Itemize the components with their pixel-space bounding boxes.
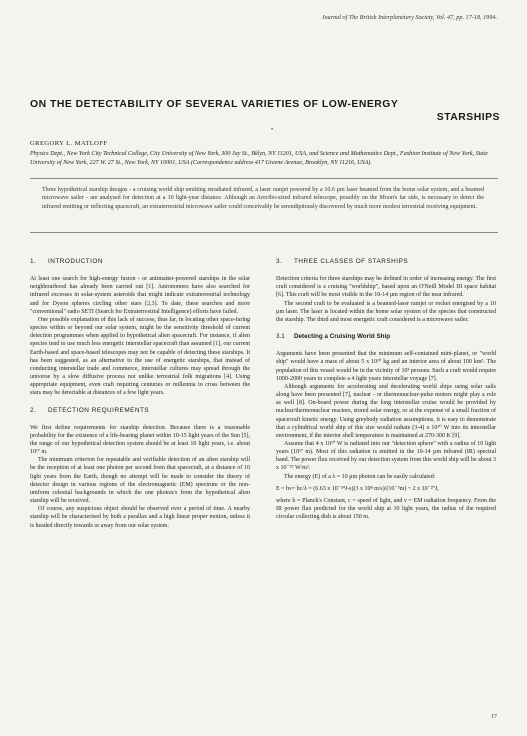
section-title: THREE CLASSES OF STARSHIPS — [294, 258, 409, 265]
paper-title-line-2: STARSHIPS — [436, 112, 500, 123]
intro-paragraph-1: At least one search for high-energy fusion - or antimatter-powered starships in the solar neighbourhood has already been carried out [1]. Astronomers have also searched for infrared excesses in solar-system asteroids that might indicate extraterrestrial technology and for Dyson spheres circling other stars [2,3]. To date, these searches and more "conventional" radio SETI (Search for Extraterrestrial Intelligence) efforts have failed. — [30, 276, 250, 315]
worldship-paragraph-3: Assume that 4 x 10¹⁰ W is radiated into our "detection sphere" with a radius of 10 light years (10¹⁷ m). Most of this radiation is emitted in the 10-14 µm infrared (IR) spectral band. The power flux received by our detection system from this world ship will be about 3 x 10⁻²⁵ W/m². — [276, 440, 496, 472]
section-number: 1. — [30, 258, 37, 265]
subsection-number: 3.1 — [276, 333, 285, 341]
worldship-paragraph-4: The energy (E) of a λ = 10 µm photon can be easily calculated: — [284, 473, 436, 480]
classes-paragraph-2: The second craft to be evaluated is a beamed-laser ramjet or rocket energised by a 10 µm laser. The laser is located within the home solar system of the species that constructed the starship. The third and most energetic craft considered is a microwave sailer. — [276, 300, 496, 323]
paper-title-line-1: ON THE DETECTABILITY OF SEVERAL VARIETIES OF LOW-ENERGY — [30, 99, 399, 110]
section-number: 3. — [276, 258, 283, 265]
worldship-paragraph-1: Arguments have been presented that the minimum self-contained mini-planet, or "world ship" would have a mass of about 5 x 10¹⁰ kg and an interior area of about 100 km². The population of this vessel would be in the vicinity of 10³ persons. Such a craft would require 1000-2000 years to complete a 4 light years interstellar voyage [7]. — [276, 351, 496, 382]
section-number: 2. — [30, 406, 37, 414]
worldship-paragraph-5: where h = Planck's Constant, c = speed of light, and ν = EM radiation frequency. From the IR power flux predicted for the world ship at 10 light years, the radius of the required circular collecting dish is about 150 m. — [276, 497, 496, 521]
worldship-paragraph-2: Although arguments for accelerating and decelerating world ships using solar sails along have been presented [7], nuclear - or thermonuclear-pulse motors might play a role as well [8]. On-board power during the long interstellar cruise would be provided by nuclear/thermonuclear reactors, stored solar energy, or at the expense of a small fraction of spacecraft kinetic energy. Using greybody radiation assumptions, it is easy to demonstrate that a cylindrical world ship of this size would radiate (3-4) x 10¹⁰ W into its interstellar environment, if the interior shell temperature is maintained at 270-300 K [9]. — [276, 383, 496, 439]
author-name: GREGORY L. MATLOFF — [30, 140, 108, 147]
detection-paragraph-3: Of course, any suspicious object should be observed over a period of time. A nearby starship will be characterised by both a parallax and a high linear proper motion, unless it is headed directly towards or away from our solar system. — [30, 506, 250, 529]
section-heading-starship-classes — [276, 258, 496, 266]
section-title: DETECTION REQUIREMENTS — [48, 406, 150, 414]
decorative-dot: • — [271, 127, 274, 133]
section-title: INTRODUCTION — [48, 258, 103, 265]
section-heading-introduction — [30, 258, 250, 266]
classes-paragraph-1: Detection criteria for three starships may be defined in order of increasing energy. The first craft considered is a cruising "worldship", based upon an O'Neill Model III space habitat [6]. This craft will be most visible in the 10-14 µm region of the near infrared. — [276, 276, 496, 299]
abstract-top-rule — [30, 178, 498, 179]
subsection-title: Detecting a Cruising World Ship — [294, 333, 391, 341]
abstract-bottom-rule — [30, 232, 498, 233]
left-column — [30, 258, 250, 530]
subsection-heading-world-ship — [276, 333, 496, 341]
page-number: 17 — [491, 714, 497, 720]
abstract: Three hypothetical starship designs - a cruising world ship emitting reradiated infrared, a laser ramjet powered by a 10.6 µm laser beamed from the home solar system, and a beamed microwave sailer - are analysed for detection at a 10 light-year distance. Although an Arecibo-sized infrared telescope, possibly on the Moon's far side, is necessary to detect the infrared emitting or reflecting spacecraft, an extraterrestrial microwave sailer could conceivably be serendipitously discovered by much more modest terrestrial receiving equipment. — [42, 187, 484, 210]
intro-paragraph-2: One possible explanation of this lack of success, thus far, in locating other space-faring species within or beyond our solar system, might be the sensitivity threshold of current detection programmes when applied to hypothetical alien spacecraft. For instance, if alien species tend to use much less energetic interstellar spacecraft than assumed [1], our current Earth-based and space-based telescopes may not be capable of detecting these starships. It has been suggested, as an alternative to the use of energetic starships, that instead of conducting interstellar trade and commerce, interstellar cultures may spread through the universe by a slow diffusive process not unlike terrestrial folk migrations [4]. Using appropriate equipment, even craft requiring centuries or millennia to cross between the stars may be detectable at distances of a few light years. — [30, 316, 250, 397]
detection-paragraph-1: We first define requirements for starship detection. Because there is a reasonable probability for the existence of a life-bearing planet within 10-15 light years of the Sun [5], the range of our hypothetical detection system should be at least 10 light years, i.e. about 10¹⁷ m. — [30, 424, 250, 456]
journal-citation: Journal of The British Interplanetary Society, Vol. 47, pp. 17-18, 1994. — [321, 14, 497, 21]
detection-paragraph-2: The minimum criterion for repeatable and verifiable detection of an alien starship will be the reception of at least one photon per second from that spacecraft, at a distance of 10 light years from the Earth, though no attempt will be made to consider the theory of detector design in various regions of the electromagnetic (EM) spectrum or the non-uniform celestial backgrounds in which the one photon/s from the hypothetical alien starship will be received. — [30, 457, 250, 505]
section-heading-detection — [30, 407, 250, 415]
right-column — [276, 258, 496, 521]
paper-title — [30, 98, 500, 124]
author-affiliation: Physics Dept., New York City Technical College, City University of New York, 300 Jay St., Bklyn, NY 11201, USA, and Science and Mathematics Dept., Fashion Institute of New York, State University of New York, 227 W. 27 St., New York, NY 10001, USA (Correspondence address 417 Greene Avenue, Brooklyn, NY 11216, USA). — [30, 151, 488, 166]
photon-energy-equation: E = hν= hc/λ = (6.63 x 10⁻³⁴J-s)(3 x 10⁸ m/s)/(10⁻⁵m) ~ 2 x 10⁻²⁰J, — [276, 485, 439, 492]
